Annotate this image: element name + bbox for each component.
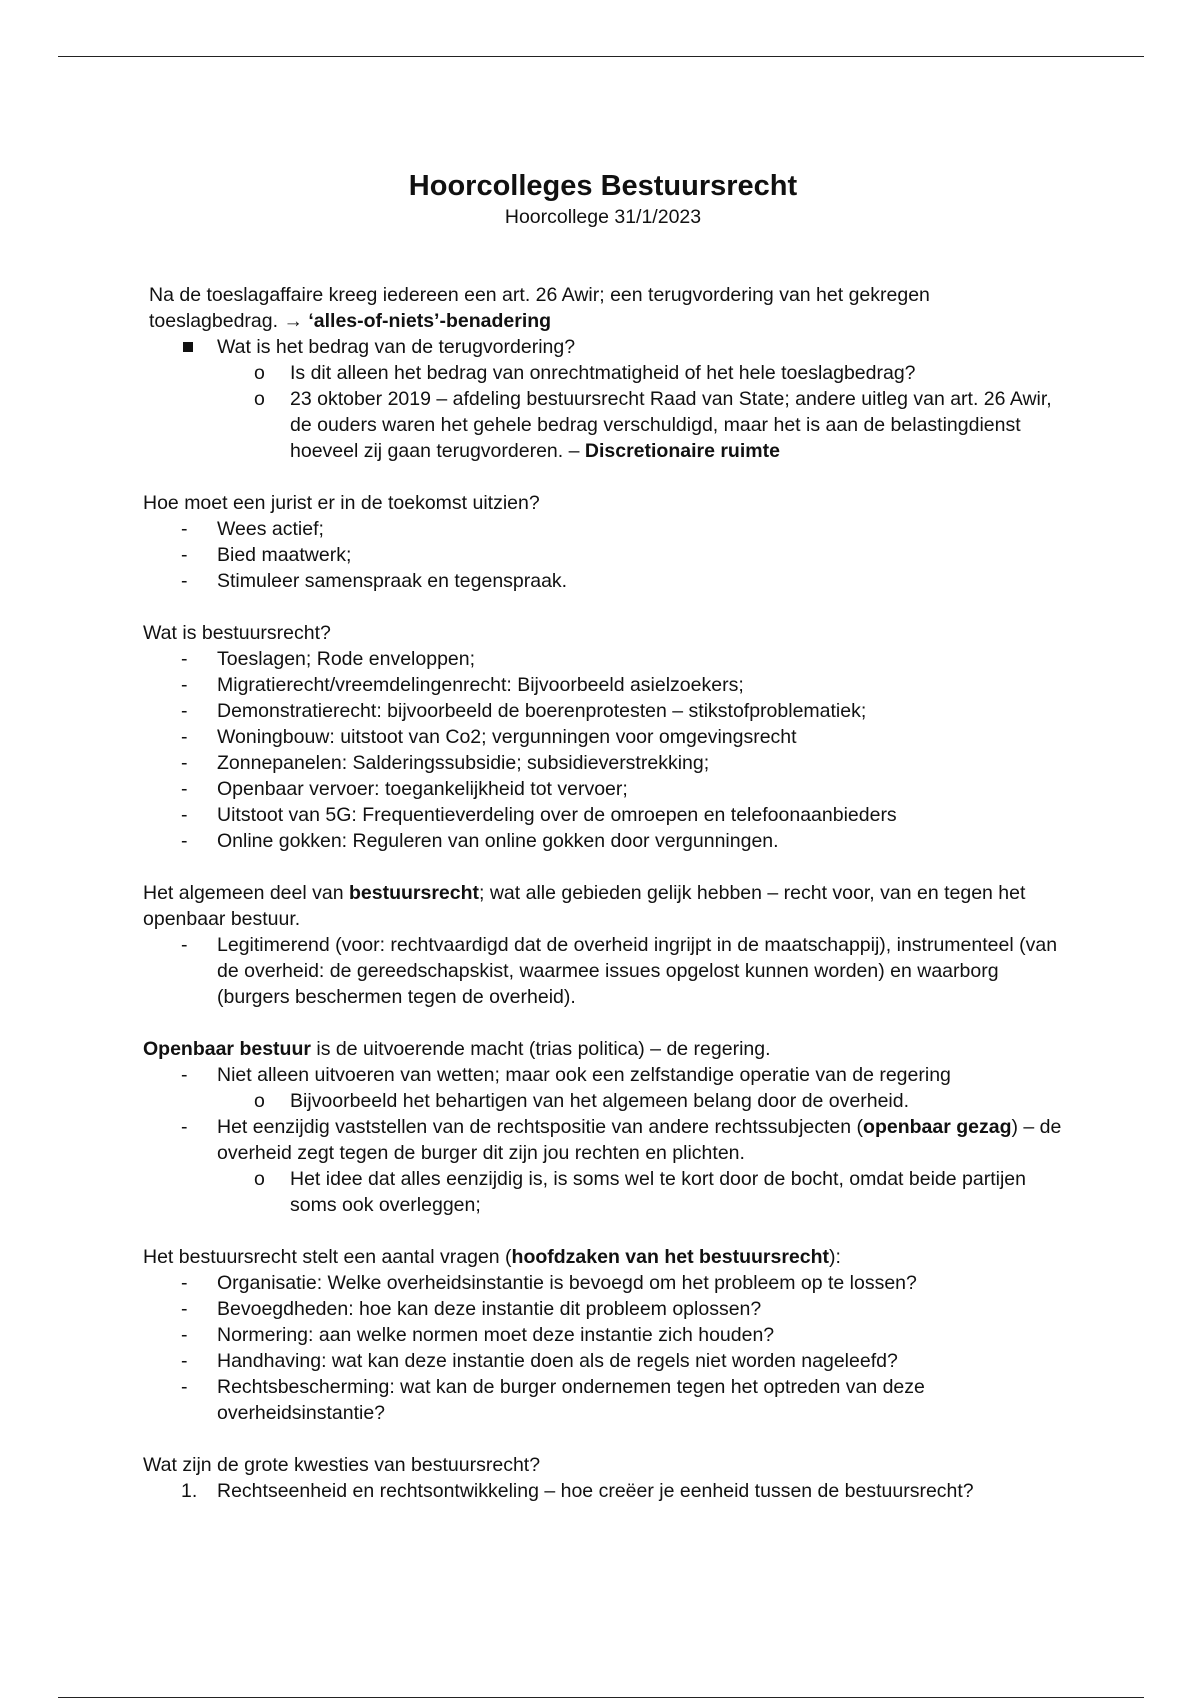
- document-subtitle: Hoorcollege 31/1/2023: [504, 206, 702, 228]
- list-item: o Is dit alleen het bedrag van onrechtmatigheid of het hele toeslagbedrag?: [254, 362, 916, 384]
- list-item: o Bijvoorbeeld het behartigen van het algemeen belang door de overheid.: [254, 1090, 910, 1112]
- list-item: - Woningbouw: uitstoot van Co2; vergunningen voor omgevingsrecht: [181, 726, 797, 748]
- list-item: - Handhaving: wat kan deze instantie doen als de regels niet worden nageleefd?: [181, 1350, 898, 1372]
- bullet-list: [143, 334, 1063, 464]
- list-item: - Rechtsbescherming: wat kan de burger ondernemen tegen het optreden van deze overheidsinstantie?: [181, 1376, 925, 1424]
- document-title: Hoorcolleges Bestuursrecht: [408, 170, 798, 202]
- dash-list: [143, 516, 1063, 594]
- paragraph: Het bestuursrecht stelt een aantal vragen (hoofdzaken van het bestuursrecht):: [143, 1246, 841, 1268]
- list-item: 1. Rechtseenheid en rechtsontwikkeling – hoe creëer je eenheid tussen de bestuursrecht?: [181, 1480, 974, 1502]
- list-item: - Zonnepanelen: Salderingssubsidie; subsidieverstrekking;: [181, 752, 710, 774]
- list-item: - Normering: aan welke normen moet deze instantie zich houden?: [181, 1324, 775, 1346]
- list-item: - Organisatie: Welke overheidsinstantie is bevoegd om het probleem op te lossen?: [181, 1272, 917, 1294]
- bottom-rule: [58, 1697, 1144, 1698]
- dash-list: [143, 1062, 1063, 1218]
- list-item: - Online gokken: Reguleren van online gokken door vergunningen.: [181, 830, 779, 852]
- list-item: - Het eenzijdig vaststellen van de rechtspositie van andere rechtssubjecten (openbaar gezag) – de overheid zegt tegen de burger dit zijn jou rechten en plichten. o Het idee dat alles eenzijdig is, is soms wel te kort door de bocht, omdat beide partijen soms ook overleggen;: [143, 1114, 1063, 1218]
- list-item: o Het idee dat alles eenzijdig is, is soms wel te kort door de bocht, omdat beide partijen soms ook overleggen;: [254, 1168, 1026, 1216]
- list-item: - Uitstoot van 5G: Frequentieverdeling over de omroepen en telefoonaanbieders: [181, 804, 897, 826]
- list-item: o 23 oktober 2019 – afdeling bestuursrecht Raad van State; andere uitleg van art. 26 Awir, de ouders waren het gehele bedrag verschuldigd, maar het is aan de belastingdienst hoeveel zij gaan terugvorderen. – Discretionaire ruimte: [254, 388, 1052, 462]
- list-item: - Bied maatwerk;: [181, 544, 352, 566]
- list-item: - Bevoegdheden: hoe kan deze instantie dit probleem oplossen?: [181, 1298, 762, 1320]
- dash-list: [143, 646, 1063, 854]
- sub-list: [143, 1166, 1063, 1218]
- dash-list: [143, 932, 1063, 1010]
- list-item: - Stimuleer samenspraak en tegenspraak.: [181, 570, 568, 592]
- dash-list: [143, 1270, 1063, 1426]
- list-item: Wat is het bedrag van de terugvordering? o Is dit alleen het bedrag van onrechtmatigheid of het hele toeslagbedrag? o 23 oktober 2019 – afdeling bestuursrecht Raad van State; andere uitleg van art. 26 Awir, de ouders waren het gehele bedrag verschuldigd, maar het is aan de belastingdienst hoeveel zij gaan terugvorderen. – Discretionaire ruimte: [143, 334, 1063, 464]
- list-item: - Migratierecht/vreemdelingenrecht: Bijvoorbeeld asielzoekers;: [181, 674, 744, 696]
- document-body: [143, 168, 1063, 1504]
- list-item: - Wees actief;: [181, 518, 324, 540]
- section-heading: Hoe moet een jurist er in de toekomst uitzien?: [143, 492, 540, 514]
- paragraph: Het algemeen deel van bestuursrecht; wat alle gebieden gelijk hebben – recht voor, van en tegen het openbaar bestuur.: [143, 882, 1026, 930]
- sub-list: [143, 360, 1063, 464]
- section-heading: Wat is bestuursrecht?: [143, 622, 331, 644]
- list-item: - Openbaar vervoer: toegankelijkheid tot vervoer;: [181, 778, 628, 800]
- toeslag-paragraph: Na de toeslagaffaire kreeg iedereen een art. 26 Awir; een terugvordering van het gekregen toeslagbedrag. → ‘alles-of-niets’-benadering: [149, 284, 930, 332]
- list-item: - Legitimerend (voor: rechtvaardigd dat de overheid ingrijpt in de maatschappij), instrumenteel (van de overheid: de gereedschapskist, waarmee issues opgelost kunnen worden) en waarborg (burgers beschermen tegen de overheid).: [181, 934, 1058, 1008]
- arrow-icon: →: [283, 310, 303, 332]
- numbered-list: [143, 1478, 1063, 1504]
- list-item: - Niet alleen uitvoeren van wetten; maar ook een zelfstandige operatie van de regering o Bijvoorbeeld het behartigen van het algemeen belang door de overheid.: [143, 1062, 1063, 1114]
- list-item: - Demonstratierecht: bijvoorbeeld de boerenprotesten – stikstofproblematiek;: [181, 700, 867, 722]
- list-item: - Toeslagen; Rode enveloppen;: [181, 648, 476, 670]
- sub-list: [143, 1088, 1063, 1114]
- square-bullet-icon: [183, 342, 193, 352]
- top-rule: [58, 56, 1144, 57]
- section-heading: Wat zijn de grote kwesties van bestuursrecht?: [143, 1454, 541, 1476]
- paragraph: Openbaar bestuur is de uitvoerende macht (trias politica) – de regering.: [143, 1038, 771, 1060]
